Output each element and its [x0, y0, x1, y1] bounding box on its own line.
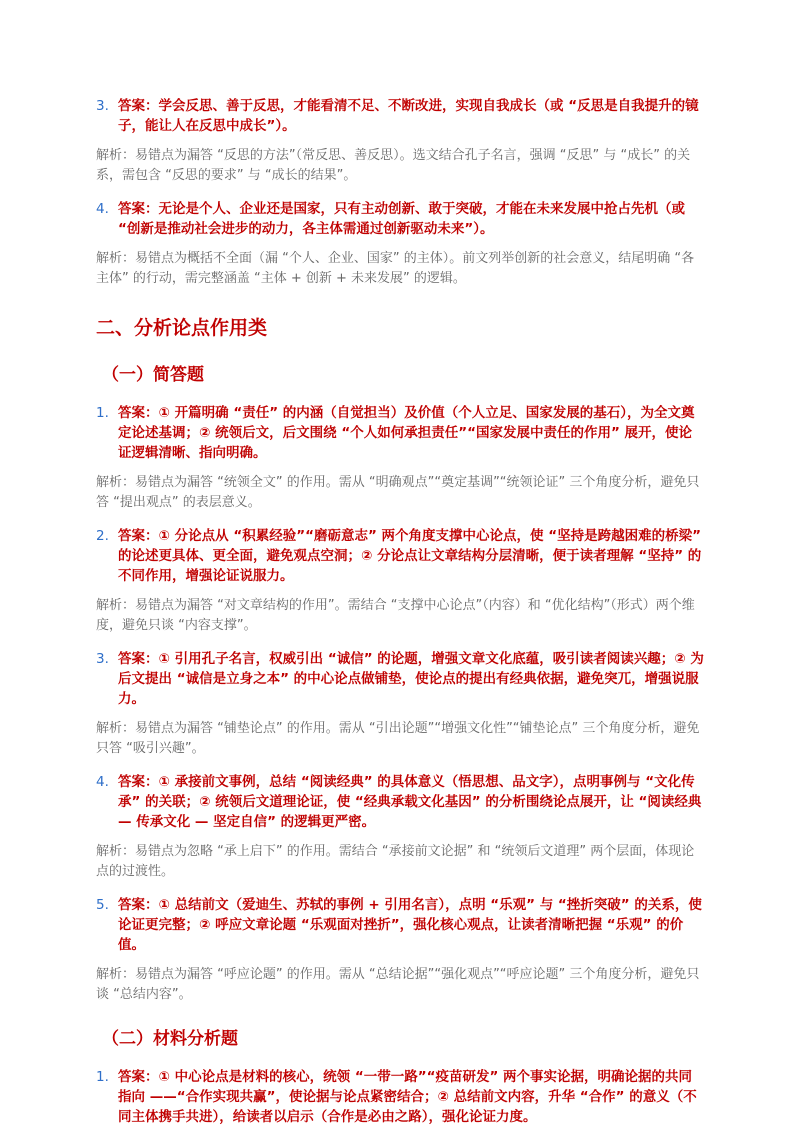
- list-item: [96, 526, 704, 586]
- subsection-heading: （一）简答题: [102, 365, 204, 385]
- list-item: [96, 895, 704, 955]
- list-item: [96, 96, 704, 136]
- item-number: 3.: [96, 98, 109, 114]
- analysis-text: 解析：易错点为漏答 “铺垫论点” 的作用。需从 “引出论题”“增强文化性”“铺垫论点” 三个角度分析，避免只答 “吸引兴趣”。: [96, 721, 700, 756]
- item-number: 4.: [96, 774, 109, 790]
- analysis-text: 解析：易错点为漏答 “反思的方法”（常反思、善反思）。选文结合孔子名言，强调 “反思” 与 “成长” 的关系，需包含 “反思的要求” 与 “成长的结果”。: [96, 148, 691, 183]
- subsection-heading: （二）材料分析题: [102, 1029, 238, 1049]
- list-item: [96, 199, 704, 239]
- answer-text: 答案：① 总结前文（爱迪生、苏轼的事例 + 引用名言），点明 “乐观” 与 “挫折突破” 的关系，使论证更完整；② 呼应文章论题 “乐观面对挫折”，强化核心观点，让读者清晰把握 “乐观” 的价值。: [118, 897, 702, 953]
- list-item: [96, 772, 704, 832]
- list-item: [96, 1067, 704, 1127]
- analysis-text: 解析：易错点为忽略 “承上启下” 的作用。需结合 “承接前文论据” 和 “统领后文道理” 两个层面，体现论点的过渡性。: [96, 844, 695, 879]
- item-number: 1.: [96, 405, 109, 421]
- answer-text: 答案：学会反思、善于反思，才能看清不足、不断改进，实现自我成长（或 “反思是自我提升的镜子，能让人在反思中成长”）。: [118, 98, 699, 134]
- item-number: 1.: [96, 1069, 109, 1085]
- list-item: [96, 403, 704, 463]
- section-heading: 二、分析论点作用类: [96, 317, 268, 339]
- answer-text: 答案：① 中心论点是材料的核心，统领 “一带一路”“疫苗研发” 两个事实论据，明确论据的共同指向 ——“合作实现共赢”，使论据与论点紧密结合；② 总结前文内容，升华 “合作” 的意义（不同主体携手共进），给读者以启示（合作是必由之路），强化论证力度。: [118, 1069, 697, 1125]
- answer-text: 答案：无论是个人、企业还是国家，只有主动创新、敢于突破，才能在未来发展中抢占先机（或 “创新是推动社会进步的动力，各主体需通过创新驱动未来”）。: [118, 201, 685, 237]
- item-number: 4.: [96, 201, 109, 217]
- analysis-text: 解析：易错点为漏答 “统领全文” 的作用。需从 “明确观点”“奠定基调”“统领论证” 三个角度分析，避免只答 “提出观点” 的表层意义。: [96, 475, 700, 510]
- answer-text: 答案：① 开篇明确 “责任” 的内涵（自觉担当）及价值（个人立足、国家发展的基石），为全文奠定论述基调；② 统领后文，后文围绕 “个人如何承担责任”“国家发展中责任的作用” 展开，使论证逻辑清晰、指向明确。: [118, 405, 695, 461]
- analysis-text: 解析：易错点为漏答 “对文章结构的作用”。需结合 “支撑中心论点”（内容）和 “优化结构”（形式）两个维度，避免只谈 “内容支撑”。: [96, 598, 695, 633]
- list-item: [96, 649, 704, 709]
- item-number: 3.: [96, 651, 109, 667]
- answer-text: 答案：① 分论点从 “积累经验”“磨砺意志” 两个角度支撑中心论点，使 “坚持是跨越困难的桥梁” 的论述更具体、更全面，避免观点空洞；② 分论点让文章结构分层清晰，便于读者理解 “坚持” 的不同作用，增强论证说服力。: [118, 528, 702, 584]
- answer-text: 答案：① 承接前文事例，总结 “阅读经典” 的具体意义（悟思想、品文字），点明事例与 “文化传承” 的关联；② 统领后文道理论证，使 “经典承载文化基因” 的分析围绕论点展开，让 “阅读经典 — 传承文化 — 坚定自信” 的逻辑更严密。: [118, 774, 702, 830]
- answer-text: 答案：① 引用孔子名言，权威引出 “诚信” 的论题，增强文章文化底蕴，吸引读者阅读兴趣；② 为后文提出 “诚信是立身之本” 的中心论点做铺垫，使论点的提出有经典依据，避免突兀，增强说服力。: [118, 651, 704, 707]
- item-number: 5.: [96, 897, 109, 913]
- analysis-text: 解析：易错点为漏答 “呼应论题” 的作用。需从 “总结论据”“强化观点”“呼应论题” 三个角度分析，避免只谈 “总结内容”。: [96, 967, 700, 1002]
- analysis-text: 解析：易错点为概括不全面（漏 “个人、企业、国家” 的主体）。前文列举创新的社会意义，结尾明确 “各主体” 的行动，需完整涵盖 “主体 + 创新 + 未来发展” 的逻辑。: [96, 251, 695, 286]
- item-number: 2.: [96, 528, 109, 544]
